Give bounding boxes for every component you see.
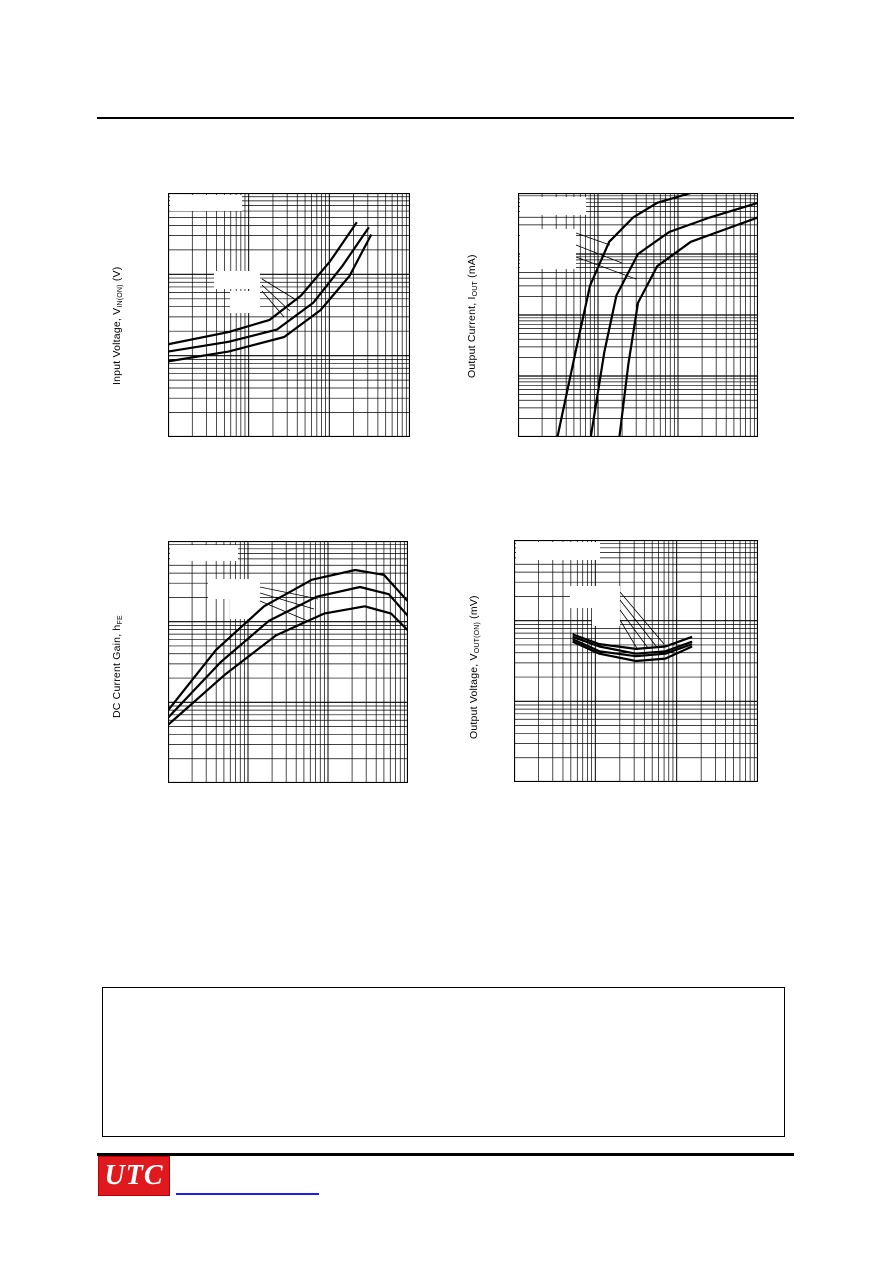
y-axis-label-vin: Input Voltage, $V_{IN(ON)}$ (V)	[111, 266, 124, 385]
legend-box	[208, 579, 260, 599]
plot-frame	[169, 542, 408, 783]
legend-box	[548, 249, 576, 269]
legend-box	[230, 599, 260, 619]
output-current-chart	[518, 193, 758, 437]
condition-box	[170, 545, 238, 561]
notice-box	[102, 987, 785, 1137]
utc-logo: UTC	[98, 1156, 170, 1196]
y-axis-label-vout: Output Voltage, $V_{OUT(ON)}$ (mV)	[468, 595, 481, 739]
condition-box	[516, 542, 600, 560]
legend-leader-line	[620, 600, 656, 646]
legend-box	[230, 291, 260, 313]
header-rule	[97, 117, 794, 119]
legend-leader-line	[576, 233, 610, 245]
legend-box	[214, 271, 260, 289]
series-curve-3	[168, 235, 371, 362]
series-curve-3	[619, 217, 758, 437]
y-axis-label-hfe: DC Current Gain, $h_{FE}$	[111, 615, 124, 718]
y-axis-label-iout: Output Current, $I_{OUT}$ (mA)	[466, 254, 479, 378]
dc-current-gain-chart	[168, 541, 408, 783]
input-voltage-chart	[168, 193, 410, 437]
output-voltage-chart	[514, 540, 758, 782]
plot-frame	[169, 194, 410, 437]
footer-rule	[97, 1153, 794, 1156]
legend-leader-line	[620, 592, 664, 644]
legend-box	[570, 586, 620, 608]
series-curve-2	[168, 587, 408, 718]
condition-box	[170, 195, 242, 211]
legend-box	[592, 608, 620, 626]
website-link[interactable]	[176, 1193, 319, 1195]
condition-box	[520, 197, 586, 215]
